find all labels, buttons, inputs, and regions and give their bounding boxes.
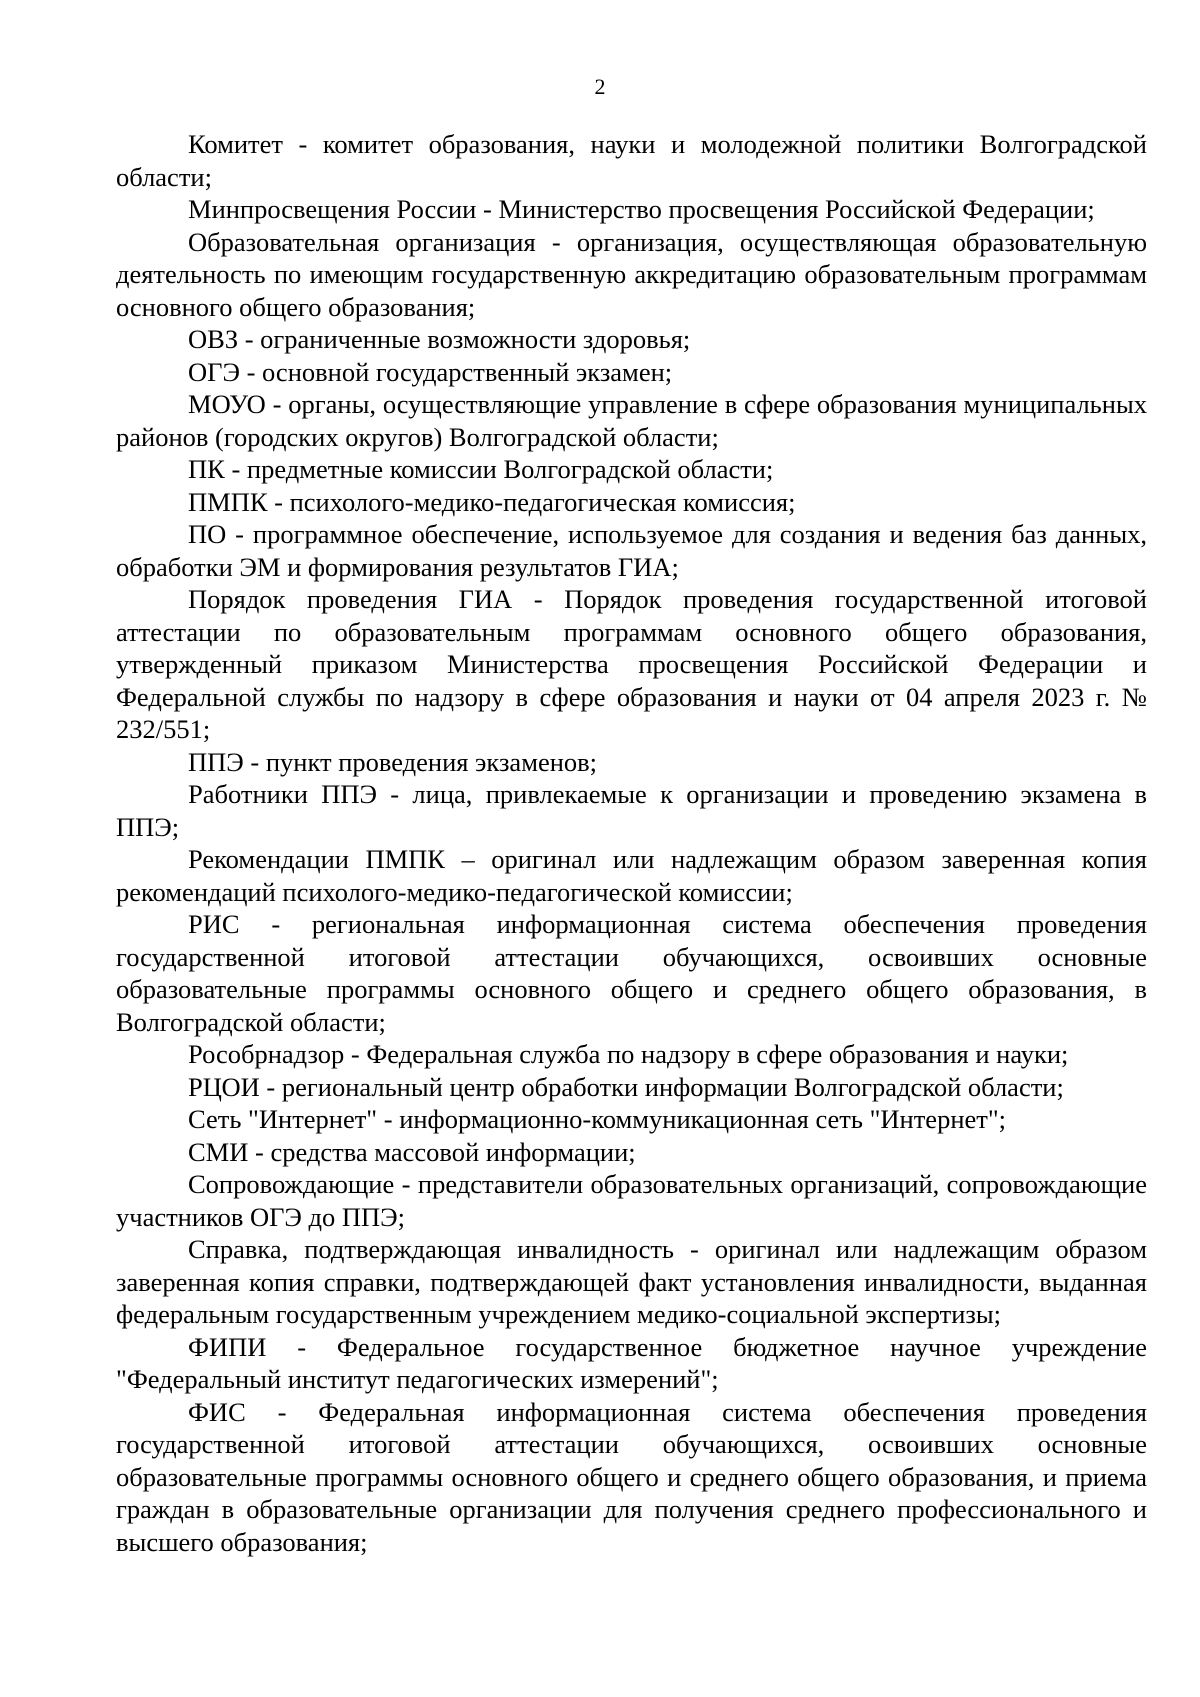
definition-ovz: ОВЗ - ограниченные возможности здоровья;	[188, 324, 691, 354]
page-number: 2	[594, 74, 606, 99]
definition-rosobrnadzor: Рособрнадзор - Федеральная служба по надзору в сфере образования и науки;	[188, 1039, 1069, 1069]
definition-mouo: МОУО - органы, осуществляющие управление в сфере образования муниципальных районов (городских округов) Волгоградской области;	[116, 389, 1147, 452]
definitions-list	[116, 128, 1147, 1558]
definition-rcoi: РЦОИ - региональный центр обработки информации Волгоградской области;	[188, 1071, 1064, 1102]
definition-minprosvescheniya: Минпросвещения России - Министерство просвещения Российской Федерации;	[188, 194, 1095, 224]
definition-po: ПО - программное обеспечение, используемое для создания и ведения баз данных, обработки ЭМ и формирования результатов ГИА;	[116, 519, 1147, 582]
definition-oge: ОГЭ - основной государственный экзамен;	[188, 356, 673, 387]
definition-ppe: ППЭ - пункт проведения экзаменов;	[188, 746, 598, 777]
definition-pk: ПК - предметные комиссии Волгоградской области;	[188, 454, 774, 484]
definition-rabotniki-ppe: Работники ППЭ - лица, привлекаемые к организации и проведению экзамена в ППЭ;	[116, 779, 1147, 842]
definition-fipi: ФИПИ - Федеральное государственное бюджетное научное учреждение "Федеральный институт педагогических измерений";	[116, 1331, 1147, 1394]
definition-ris: РИС - региональная информационная система обеспечения проведения государственной итоговой аттестации обучающихся, освоивших основные образовательные программы основного общего и среднего общего образования, в Волгоградской области;	[116, 909, 1147, 1037]
definition-obrazovatelnaya-organizaciya: Образовательная организация - организация, осуществляющая образовательную деятельность по имеющим государственную аккредитацию образовательным программам основного общего образования;	[116, 226, 1147, 322]
definition-fis: ФИС - Федеральная информационная система обеспечения проведения государственной итоговой аттестации обучающихся, освоивших основные образовательные программы основного общего и среднего общего образования, и приема граждан в образовательные организации для получения среднего профессионального и высшего образования;	[116, 1396, 1147, 1557]
definition-pmpk: ПМПК - психолого-медико-педагогическая комиссия;	[188, 486, 796, 517]
definition-rekomendacii-pmpk: Рекомендации ПМПК – оригинал или надлежащим образом заверенная копия рекомендаций психолого-медико-педагогической комиссии;	[116, 844, 1147, 907]
definition-set-internet: Сеть "Интернет" - информационно-коммуникационная сеть "Интернет";	[188, 1104, 1007, 1134]
definition-soprovozhdayuschie: Сопровождающие - представители образовательных организаций, сопровождающие участников ОГЭ до ППЭ;	[116, 1169, 1147, 1232]
definition-smi: СМИ - средства массовой информации;	[188, 1136, 636, 1167]
definition-spravka-invalidnost: Справка, подтверждающая инвалидность - оригинал или надлежащим образом заверенная копия справки, подтверждающей факт установления инвалидности, выданная федеральным государственным учреждением медико-социальной экспертизы;	[116, 1234, 1147, 1329]
definition-komitet: Комитет - комитет образования, науки и молодежной политики Волгоградской области;	[116, 129, 1147, 192]
definition-poryadok-gia: Порядок проведения ГИА - Порядок проведения государственной итоговой аттестации по образовательным программам основного общего образования, утвержденный приказом Министерства просвещения Российской Федерации и Федеральной службы по надзору в сфере образования и науки от 04 апреля 2023 г. № 232/551;	[116, 584, 1147, 744]
